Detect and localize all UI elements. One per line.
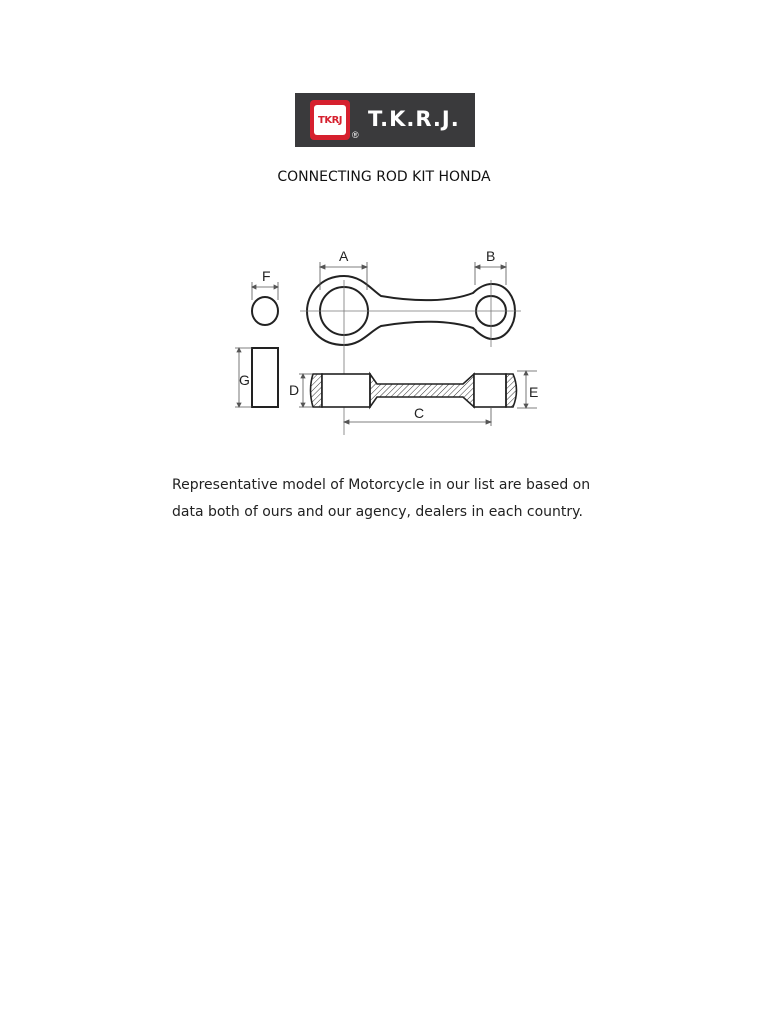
label-f: F	[262, 268, 271, 284]
label-a: A	[339, 248, 349, 264]
brand-name: T.K.R.J.	[368, 107, 460, 131]
logo-badge-text: TKRJ	[314, 105, 346, 135]
label-c: C	[414, 405, 425, 421]
rod-side-view	[311, 374, 517, 407]
page-title: CONNECTING ROD KIT HONDA	[277, 169, 491, 185]
brand-logo	[295, 93, 475, 147]
logo-badge-icon	[310, 100, 350, 140]
rod-top-view	[307, 276, 515, 345]
registered-mark: ®	[352, 130, 359, 140]
connecting-rod-diagram	[225, 240, 545, 435]
rod-centerlines	[300, 280, 521, 435]
description-line-1: Representative model of Motorcycle in our list are based on	[172, 477, 591, 493]
description-line-2: data both of ours and our agency, dealers in each country.	[172, 504, 583, 520]
label-b: B	[486, 248, 496, 264]
label-g: G	[239, 372, 250, 388]
description	[172, 472, 602, 526]
dimension-b	[475, 262, 506, 285]
pin-ring	[252, 297, 278, 325]
label-d: D	[289, 382, 300, 398]
pin-side-view	[252, 348, 278, 407]
label-e: E	[529, 384, 539, 400]
